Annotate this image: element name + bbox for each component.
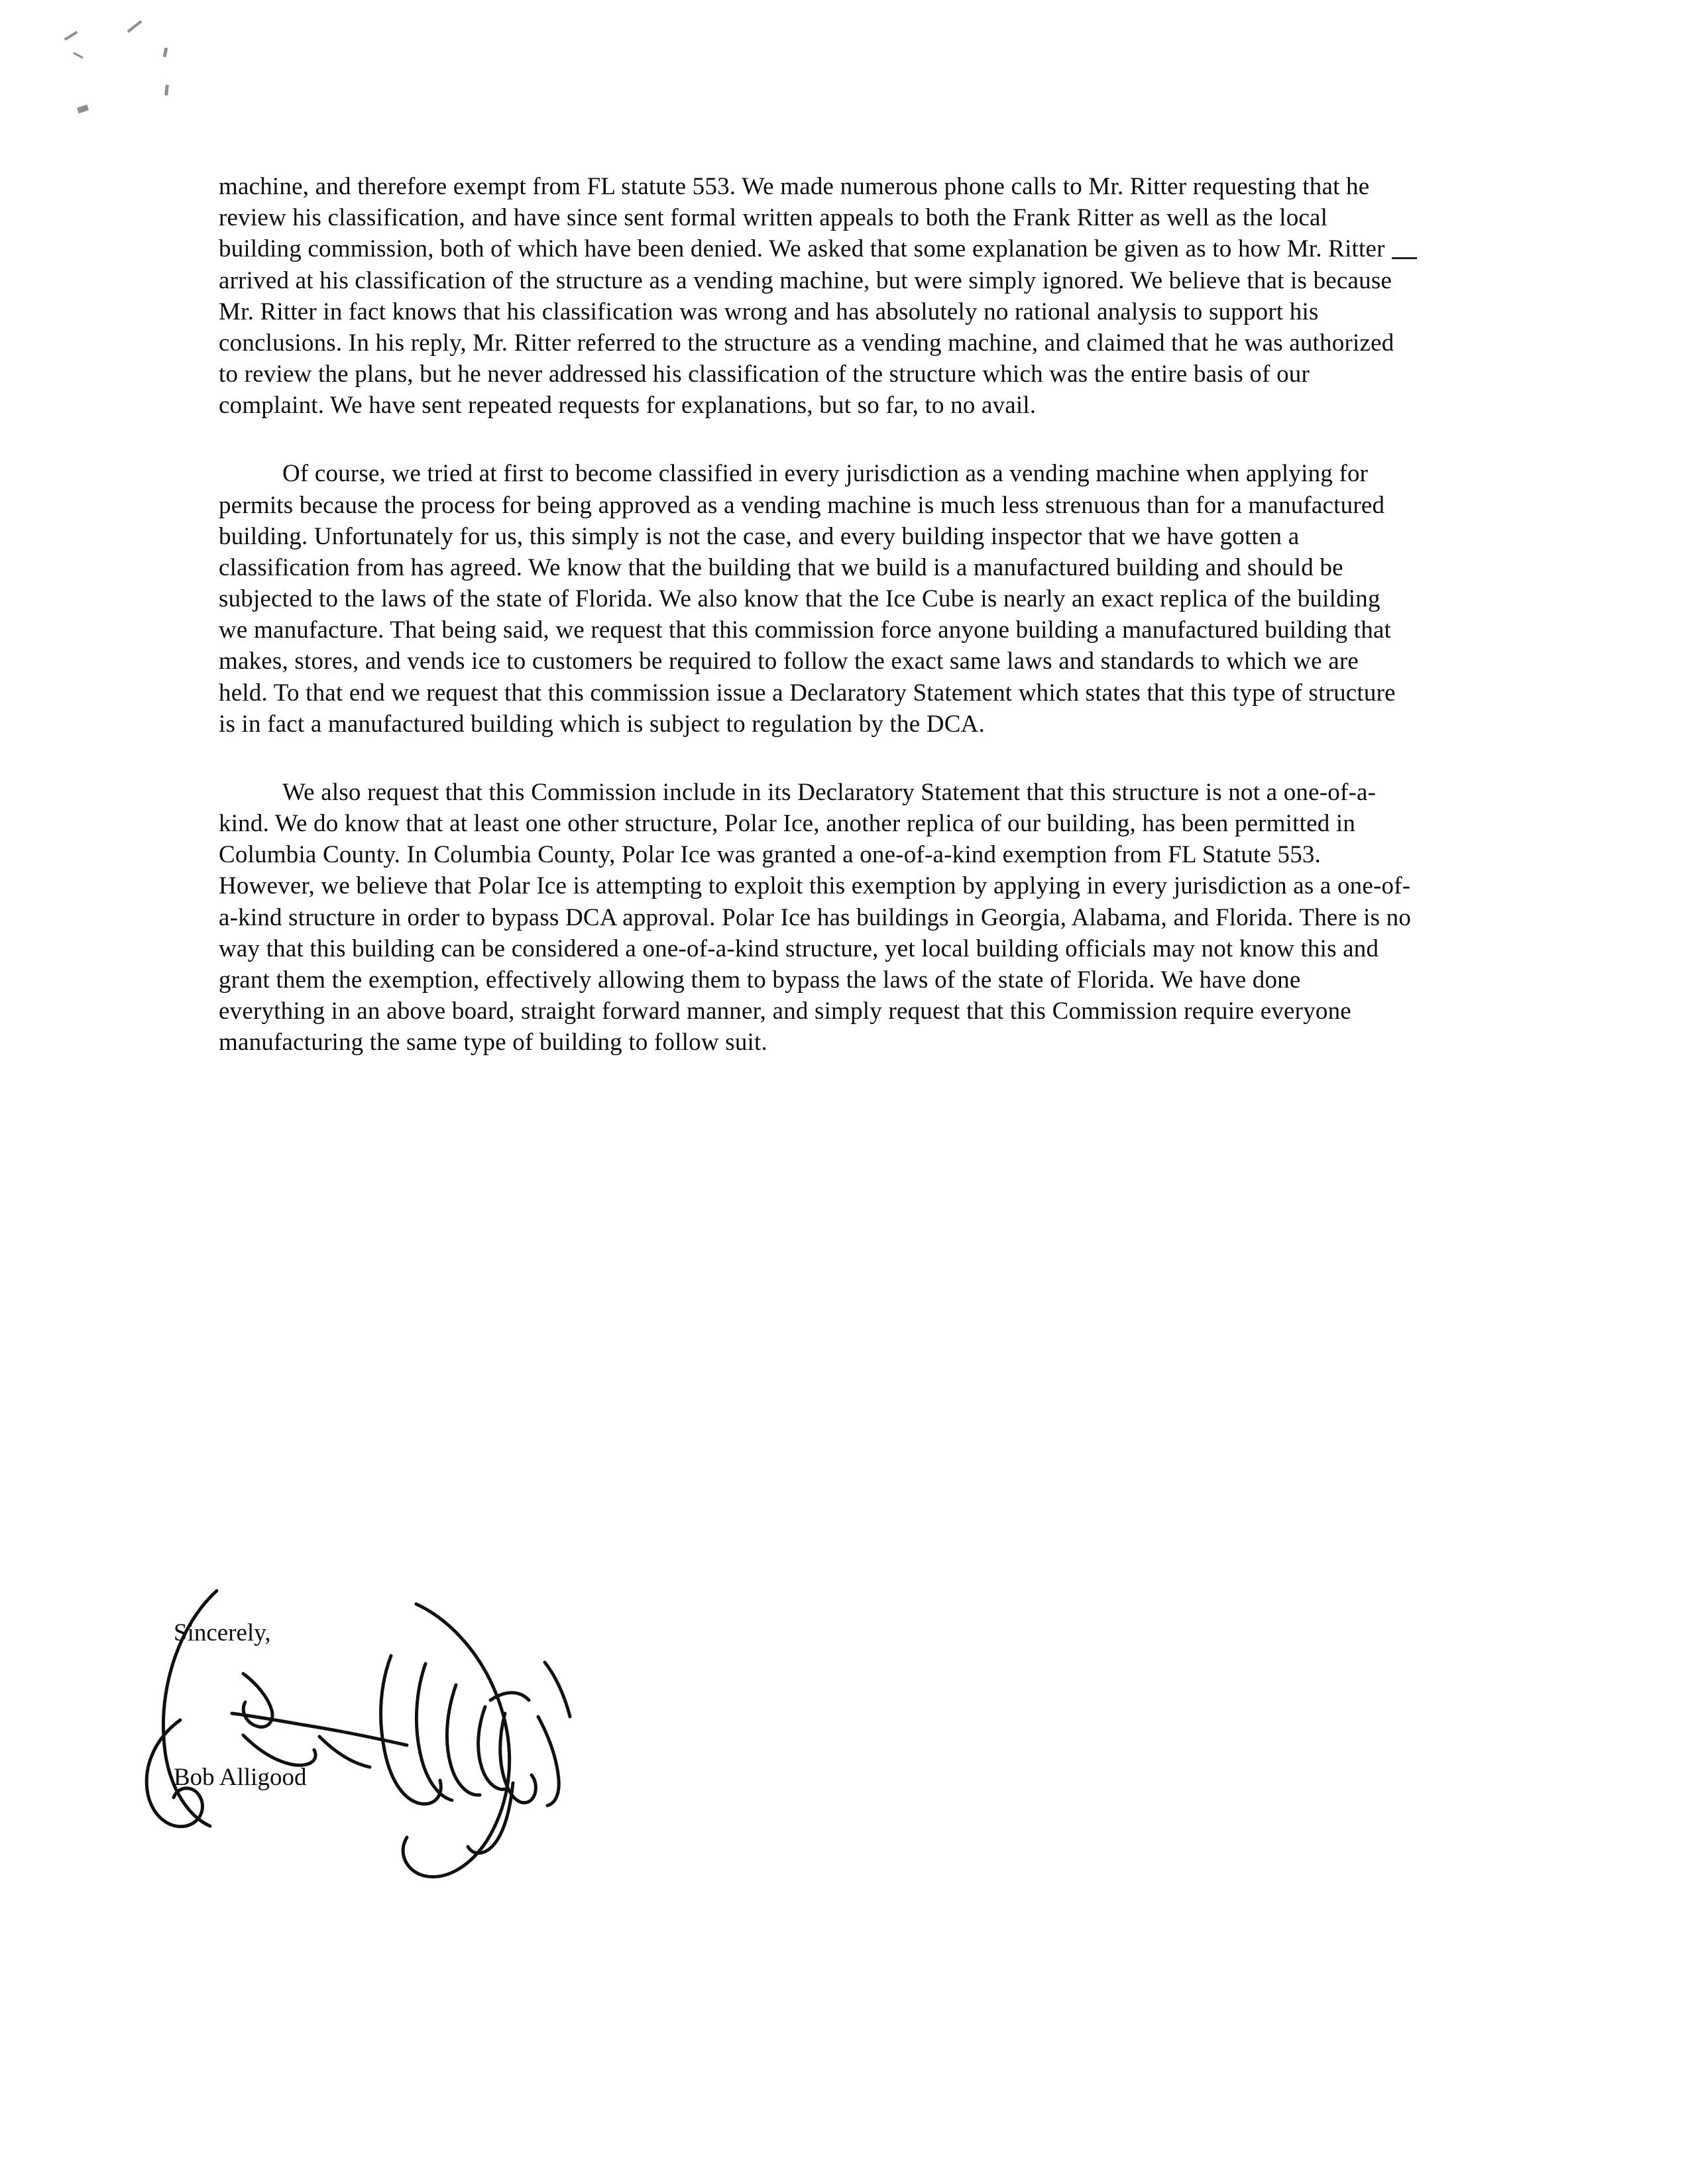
paragraph-continuation: machine, and therefore exempt from FL statute 553. We made numerous phone calls to Mr. Ritter requesting that he review his classification, and have since sent formal written appeals to both the Frank Ritter as well as the local building commission, both of which have been denied. We asked that some explanation be given as to how Mr. Ritter arrived at his classification of the structure as a vending machine, but were simply ignored. We believe that is because Mr. Ritter in fact knows that his classification was wrong and has absolutely no rational analysis to support his conclusions. In his reply, Mr. Ritter referred to the structure as a vending machine, and claimed that he was authorized to review the plans, but he never addressed his classification of the structure which was the entire basis of our complaint. We have sent repeated requests for explanations, but so far, to no avail.: [219, 173, 1394, 420]
scan-artifact-dash: [1392, 257, 1417, 259]
letter-body: [219, 171, 1412, 1095]
scan-artifact-speckle: [164, 85, 169, 95]
scan-artifact-speckle: [64, 30, 78, 40]
letter-closing: [174, 1611, 1101, 1896]
paragraph-one-of-a-kind: We also request that this Commission include in its Declaratory Statement that this structure is not a one-of-a-kind. We do know that at least one other structure, Polar Ice, another replica of our building, has been permitted in Columbia County. In Columbia County, Polar Ice was granted a one-of-a-kind exemption from FL Statute 553. However, we believe that Polar Ice is attempting to exploit this exemption by applying in every jurisdiction as a one-of-a-kind structure in order to bypass DCA approval. Polar Ice has buildings in Georgia, Alabama, and Florida. There is no way that this building can be considered a one-of-a-kind structure, yet local building officials may not know this and grant them the exemption, effectively allowing them to bypass the laws of the state of Florida. We have done everything in an above board, straight forward manner, and simply request that this Commission require everyone manufacturing the same type of building to follow suit.: [219, 778, 1412, 1057]
closing-salutation: Sincerely,: [174, 1619, 271, 1646]
scan-artifact-speckle: [77, 105, 89, 114]
paragraph-vending-classification: Of course, we tried at first to become classified in every jurisdiction as a vending machine when applying for permits because the process for being approved as a vending machine is much less strenuous than for a manufactured building. Unfortunately for us, this simply is not the case, and every building inspector that we have gotten a classification from has agreed. We know that the building that we build is a manufactured building and should be subjected to the laws of the state of Florida. We also know that the Ice Cube is nearly an exact replica of the building we manufacture. That being said, we request that this commission force anyone building a manufactured building that makes, stores, and vends ice to customers be required to follow the exact same laws and standards to which we are held. To that end we request that this commission issue a Declaratory Statement which states that this type of structure is in fact a manufactured building which is subject to regulation by the DCA.: [219, 460, 1396, 738]
signer-name: Bob Alligood: [174, 1764, 307, 1791]
scan-artifact-speckle: [127, 20, 142, 32]
scan-artifact-speckle: [73, 52, 84, 58]
scan-artifact-speckle: [163, 48, 168, 58]
